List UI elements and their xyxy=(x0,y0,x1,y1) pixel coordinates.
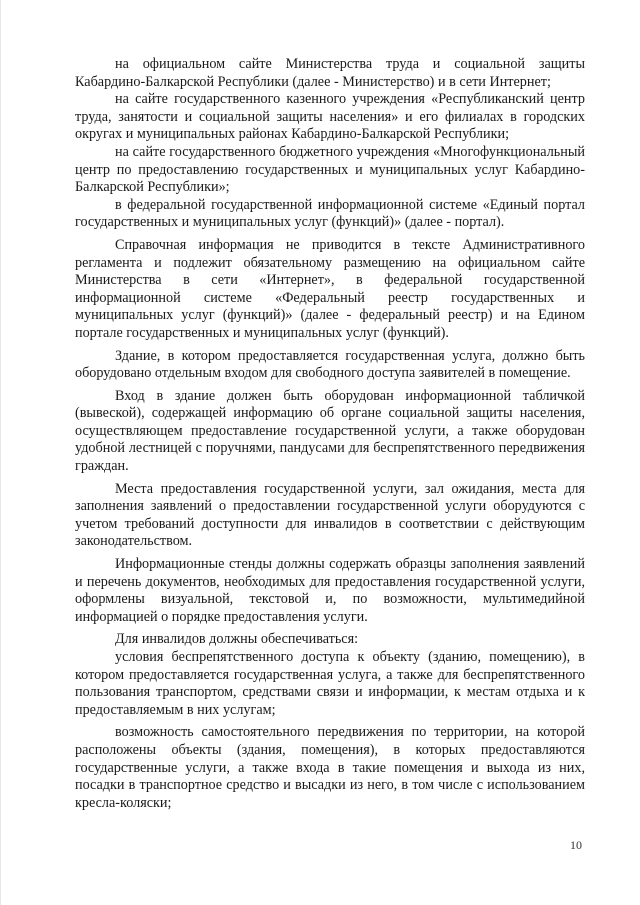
paragraph-labor-center-site: на сайте государственного казенного учреждения «Республиканский центр труда, занятости и социальной защиты населения» и его филиалах в городских округах и муниципальных районах Кабардино-Балкарской Республики; xyxy=(75,91,585,143)
paragraph-building-entrance: Здание, в котором предоставляется государственная услуга, должно быть оборудовано отдельным входом для свободного доступа заявителей в помещение. xyxy=(75,347,585,382)
paragraph-disabled-heading: Для инвалидов должны обеспечиваться: xyxy=(115,631,359,648)
paragraph-info-stands: Информационные стенды должны содержать образцы заполнения заявлений и перечень документов, необходимых для предоставления государственной услуги, оформлены визуальной, текстовой и, по возможности, мультимедийной информацией о порядке предоставления услуги. xyxy=(75,556,585,625)
paragraph-reference-info: Справочная информация не приводится в тексте Административного регламента и подлежит обязательному размещению на официальном сайте Министерства в сети «Интернет», в федеральной государственной информационной системе «Федеральный реестр государственных и муниципальных услуг (функций)» (далее - федеральный реестр) и на Едином портале государственных и муниципальных услуг (функций). xyxy=(75,236,585,341)
paragraph-ministry-site: на официальном сайте Министерства труда и социальной защиты Кабардино-Балкарской Республики (далее - Министерство) и в сети Интернет; xyxy=(75,56,585,90)
scan-edge-line xyxy=(0,0,1,905)
paragraph-federal-portal: в федеральной государственной информационной системе «Единый портал государственных и муниципальных услуг (функций)» (далее - портал). xyxy=(75,196,585,231)
paragraph-service-places: Места предоставления государственной услуги, зал ожидания, места для заполнения заявлений о предоставлении государственной услуги оборудуются с учетом требований доступности для инвалидов в соответствии с действующим законодательством. xyxy=(75,480,585,550)
paragraph-access-conditions: условия беспрепятственного доступа к объекту (зданию, помещению), в котором предоставляется государственная услуга, а также для беспрепятственного пользования транспортом, средствами связи и информации, к местам отдыха и к предоставляемым в них услугам; xyxy=(75,649,585,718)
page-number: 10 xyxy=(570,838,582,852)
paragraph-independent-movement: возможность самостоятельного передвижения по территории, на которой расположены объекты (здания, помещения), в которых предоставляются государственные услуги, а также входа в такие помещения и выхода из них, посадки в транспортное средство и высадки из него, в том числе с использованием кресла-коляски; xyxy=(75,724,585,811)
paragraph-entrance-sign: Вход в здание должен быть оборудован информационной табличкой (вывеской), содержащей информацию об органе социальной защиты населения, осуществляющем предоставление государственной услуги, а также оборудован удобной лестницей с поручнями, пандусами для беспрепятственного передвижения граждан. xyxy=(75,387,585,475)
paragraph-mfc-site: на сайте государственного бюджетного учреждения «Многофункциональный центр по предоставлению государственных и муниципальных услуг Кабардино-Балкарской Республики»; xyxy=(75,143,585,196)
document-body xyxy=(75,56,585,812)
